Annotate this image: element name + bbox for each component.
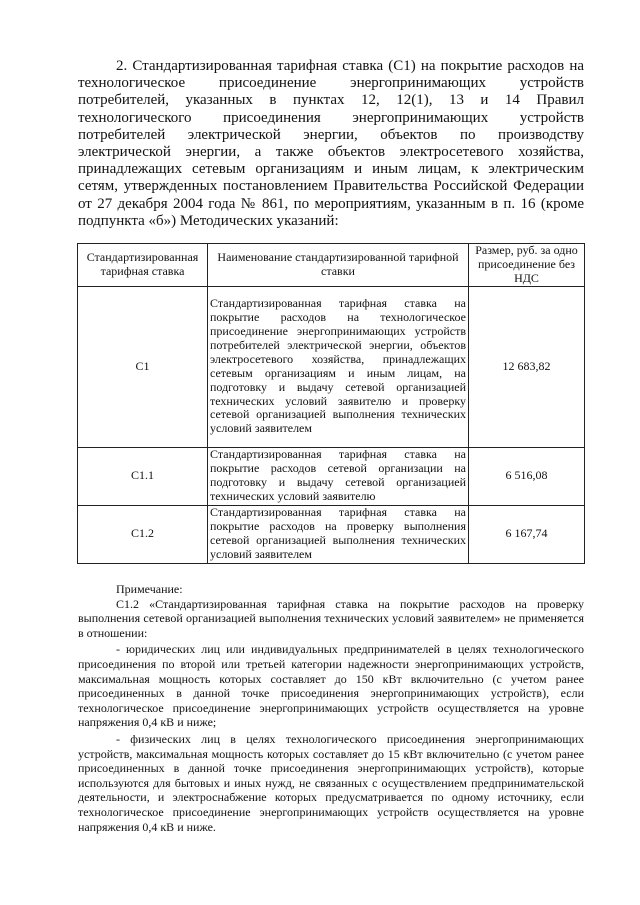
notes-section: [78, 582, 584, 834]
rate-name: Стандартизированная тарифная ставка на покрытие расходов сетевой организации на подготовку и выдачу сетевой организацией технических условий заявителю: [208, 447, 469, 505]
header-rate-name: Наименование стандартизированной тарифной ставки: [208, 244, 469, 287]
rate-name: Стандартизированная тарифная ставка на покрытие расходов на технологическое присоединение энергопринимающих устройств потребителей электрической энергии, объектов электросетевого хозяйства, принадлежащих сетевым организациям и иным лицам, на подготовку и выдачу сетевой организацией технических условий заявителю и проверку сетевой организацией выполнения технических условий заявителем: [208, 286, 469, 447]
table-row: [78, 286, 585, 447]
rate-price: 6 516,08: [469, 447, 585, 505]
notes-heading: Примечание:: [116, 582, 183, 596]
tariff-table: [77, 243, 585, 564]
rate-price: 6 167,74: [469, 505, 585, 563]
notes-intro: C1.2 «Стандартизированная тарифная ставка на покрытие расходов на проверку выполнения сетевой организацией выполнения технических условий заявителем» не применяется в отношении:: [78, 596, 584, 640]
rate-price: 12 683,82: [469, 286, 585, 447]
header-rate-price: Размер, руб. за одно присоединение без НДС: [469, 244, 585, 287]
notes-bullet-individuals: - физических лиц в целях технологического присоединения энергопринимающих устройств, максимальная мощность которых составляет до 15 кВт включительно (с учетом ранее присоединенных в данной точке присоединения энергопринимающих устройств), которые используются для бытовых и иных нужд, не связанных с осуществлением предпринимательской деятельности, и электроснабжение которых предусматривается по одному источнику, если технологическое присоединение энергопринимающих устройств осуществляется на уровне напряжения 0,4 кВ и ниже.: [78, 731, 584, 834]
notes-bullet-legal-entities: - юридических лиц или индивидуальных предпринимателей в целях технологического присоединения по второй или третьей категории надежности энергопринимающих устройств, максимальная мощность которых составляет до 150 кВт включительно (с учетом ранее присоединенных в данной точке присоединения энергопринимающих устройств), если технологическое присоединение энергопринимающих устройств осуществляется на уровне напряжения 0,4 кВ и ниже;: [78, 642, 584, 730]
rate-code: C1.1: [78, 447, 208, 505]
rate-name: Стандартизированная тарифная ставка на покрытие расходов на проверку выполнения сетевой организацией выполнения технических условий заявителем: [208, 505, 469, 563]
table-row: [78, 447, 585, 505]
intro-paragraph: 2. Стандартизированная тарифная ставка (C1) на покрытие расходов на технологическое присоединение энергопринимающих устройств потребителей, указанных в пунктах 12, 12(1), 13 и 14 Правил технологического присоединения энергопринимающих устройств потребителей электрической энергии, объектов по производству электрической энергии, а также объектов электросетевого хозяйства, принадлежащих сетевым организациям и иным лицам, к электрическим сетям, утвержденных постановлением Правительства Российской Федерации от 27 декабря 2004 года № 861, по мероприятиям, указанным в п. 16 (кроме подпункта «б») Методических указаний:: [78, 58, 584, 229]
rate-code: C1.2: [78, 505, 208, 563]
rate-code: C1: [78, 286, 208, 447]
header-rate-code: Стандартизированная тарифная ставка: [78, 244, 208, 287]
table-row: [78, 505, 585, 563]
table-header-row: [78, 244, 585, 287]
